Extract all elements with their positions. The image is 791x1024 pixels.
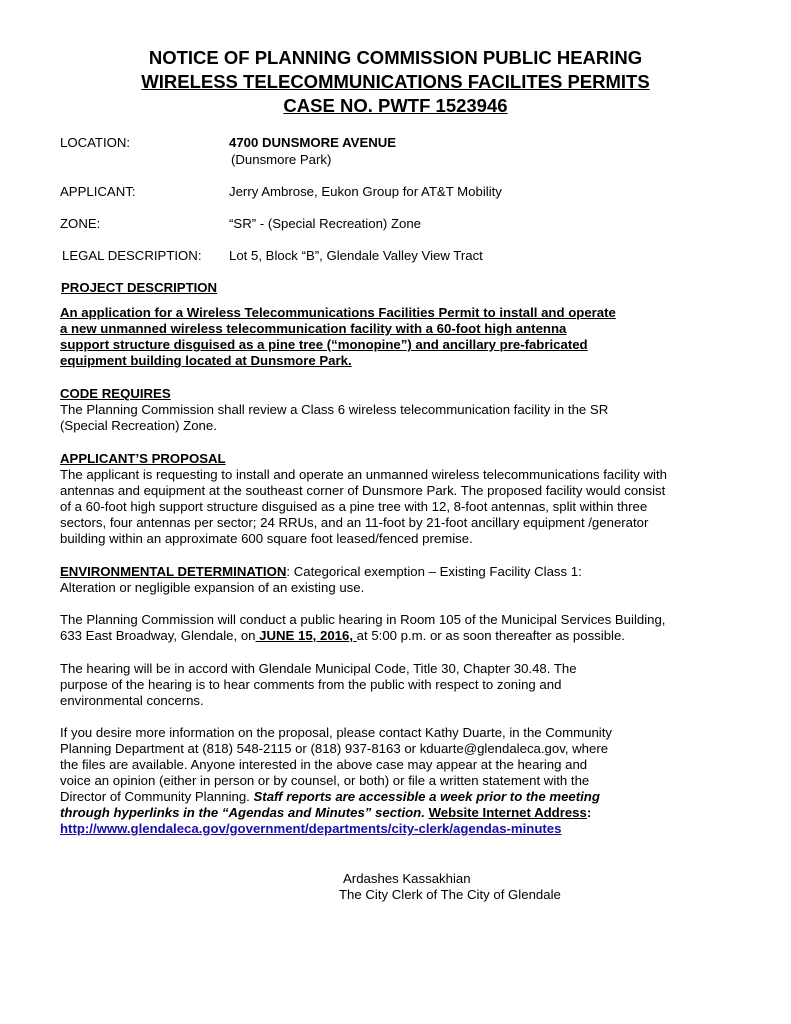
contact-director: Director of Community Planning. <box>60 789 254 804</box>
contact-line5 <box>60 789 600 805</box>
project-line: An application for a Wireless Telecommunications Facilities Permit to install and operate <box>60 305 616 320</box>
contact-line: Planning Department at (818) 548-2115 or (818) 937-8163 or kduarte@glendaleca.gov, where <box>60 741 609 756</box>
project-heading: PROJECT DESCRIPTION <box>61 280 218 295</box>
hyperlinks-note: through hyperlinks in the “Agendas and Minutes” section. <box>60 805 429 820</box>
environmental-line <box>60 564 582 580</box>
code-line: The Planning Commission shall review a Class 6 wireless telecommunication facility in the SR <box>60 402 609 417</box>
project-line: equipment building located at Dunsmore Park. <box>60 353 352 368</box>
location-value: 4700 DUNSMORE AVENUE <box>229 135 397 150</box>
accord-line: The hearing will be in accord with Glendale Municipal Code, Title 30, Chapter 30.48. The <box>60 661 577 676</box>
hearing-line: The Planning Commission will conduct a public hearing in Room 105 of the Municipal Services Building, <box>60 612 666 627</box>
project-line: a new unmanned wireless telecommunication facility with a 60-foot high antenna <box>60 321 567 336</box>
permit-title <box>0 71 791 93</box>
code-heading: CODE REQUIRES <box>60 386 171 401</box>
agendas-minutes-link[interactable]: http://www.glendaleca.gov/government/departments/city-clerk/agendas-minutes <box>60 821 562 836</box>
applicant-label: APPLICANT: <box>60 184 136 199</box>
contact-line: the files are available. Anyone interested in the above case may appear at the hearing and <box>60 757 588 772</box>
staff-reports-note: Staff reports are accessible a week prior to the meeting <box>253 789 600 804</box>
clerk-name: Ardashes Kassakhian <box>343 871 471 886</box>
code-line: (Special Recreation) Zone. <box>60 418 217 433</box>
clerk-title: The City Clerk of The City of Glendale <box>339 887 561 902</box>
environmental-heading: ENVIRONMENTAL DETERMINATION <box>60 564 287 579</box>
case-number-text: CASE NO. PWTF 1523946 <box>283 95 508 116</box>
hearing-location: 633 East Broadway, Glendale, on <box>60 628 256 643</box>
environmental-line2: Alteration or negligible expansion of an existing use. <box>60 580 365 595</box>
zone-value: “SR” - (Special Recreation) Zone <box>229 216 422 231</box>
accord-line: purpose of the hearing is to hear comments from the public with respect to zoning and <box>60 677 562 692</box>
proposal-line: The applicant is requesting to install and operate an unmanned wireless telecommunications facility with <box>60 467 667 482</box>
proposal-line: antennas and equipment at the southeast corner of Dunsmore Park. The proposed facility would consist <box>60 483 666 498</box>
contact-line6 <box>60 805 591 821</box>
permit-title-text: WIRELESS TELECOMMUNICATIONS FACILITES PERMITS <box>141 71 650 92</box>
hearing-date: JUNE 15, 2016, <box>255 628 357 643</box>
website-url-line <box>60 821 561 837</box>
contact-line: If you desire more information on the proposal, please contact Kathy Duarte, in the Community <box>60 725 612 740</box>
legal-label: LEGAL DESCRIPTION: <box>62 248 202 263</box>
hearing-time: at 5:00 p.m. or as soon thereafter as possible. <box>356 628 625 643</box>
zone-label: ZONE: <box>60 216 101 231</box>
applicant-value: Jerry Ambrose, Eukon Group for AT&T Mobility <box>229 184 502 199</box>
environmental-text: : Categorical exemption – Existing Facility Class 1: <box>286 564 582 579</box>
hearing-line2 <box>60 628 625 644</box>
project-line: support structure disguised as a pine tree (“monopine”) and ancillary pre-fabricated <box>60 337 588 352</box>
case-number <box>0 95 791 117</box>
proposal-line: sectors, four antennas per sector; 24 RRUs, and an 11-foot by 21-foot ancillary equipment /generator <box>60 515 649 530</box>
notice-title: NOTICE OF PLANNING COMMISSION PUBLIC HEARING <box>148 47 643 68</box>
proposal-heading: APPLICANT’S PROPOSAL <box>60 451 226 466</box>
website-label: Website Internet Address <box>428 805 587 820</box>
proposal-line: of a 60-foot high support structure disguised as a pine tree with 12, 8-foot antennas, split within three <box>60 499 648 514</box>
accord-line: environmental concerns. <box>60 693 204 708</box>
location-label: LOCATION: <box>60 135 131 150</box>
location-sub: (Dunsmore Park) <box>231 152 332 167</box>
proposal-line: building within an approximate 600 square foot leased/fenced premise. <box>60 531 473 546</box>
legal-value: Lot 5, Block “B”, Glendale Valley View Tract <box>229 248 483 263</box>
contact-line: voice an opinion (either in person or by counsel, or both) or file a written statement with the <box>60 773 590 788</box>
website-colon: : <box>586 805 592 820</box>
